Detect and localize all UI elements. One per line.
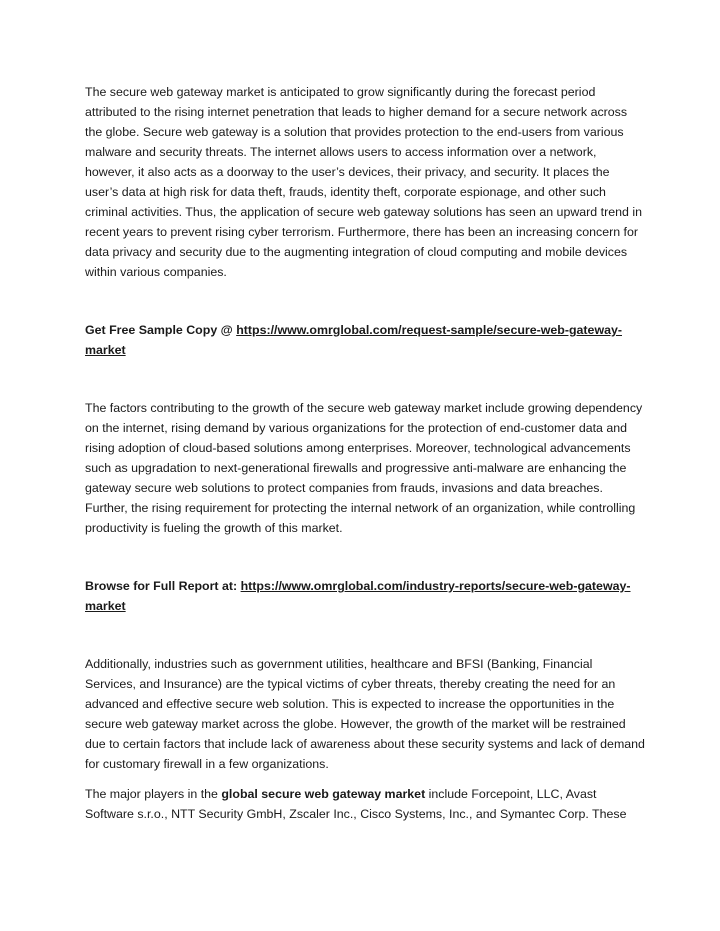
- industries-paragraph: Additionally, industries such as government utilities, healthcare and BFSI (Banking, Financial Services, and Insurance) are the typical victims of cyber threats, thereby creating the need for an advanced and effective secure web solution. This is expected to increase the opportunities in the secure web gateway market across the globe. However, the growth of the market will be restrained due to certain factors that include lack of awareness about these security systems and lack of demand for customary firewall in a few organizations.: [85, 657, 645, 771]
- document-page: [85, 82, 645, 824]
- spacer: [85, 538, 645, 576]
- spacer: [85, 282, 645, 320]
- report-callout-label: Browse for Full Report at:: [85, 579, 241, 593]
- spacer: [85, 360, 645, 398]
- market-name-bold: global secure web gateway market: [221, 787, 426, 801]
- intro-paragraph: The secure web gateway market is anticipated to grow significantly during the forecast period attributed to the rising internet penetration that leads to higher demand for a secure network across the globe. Secure web gateway is a solution that provides protection to the end-users from various malware and security threats. The internet allows users to access information over a network, however, it also acts as a doorway to the user’s devices, their privacy, and security. It places the user’s data at high risk for data theft, frauds, identity theft, corporate espionage, and other such criminal activities. Thus, the application of secure web gateway solutions has seen an upward trend in recent years to prevent rising cyber terrorism. Furthermore, there has been an increasing concern for data privacy and security due to the augmenting integration of cloud computing and mobile devices within various companies.: [85, 85, 642, 279]
- sample-callout: [85, 320, 645, 360]
- sample-copy-link[interactable]: https://www.omrglobal.com/request-sample/secure-web-gateway-market: [85, 323, 622, 357]
- major-players-paragraph: [85, 784, 645, 824]
- spacer: [85, 774, 645, 784]
- growth-factors-paragraph: The factors contributing to the growth of the secure web gateway market include growing dependency on the internet, rising demand by various organizations for the protection of end-customer data and rising adoption of cloud-based solutions among enterprises. Moreover, technological advancements such as upgradation to next-generational firewalls and progressive anti-malware are enhancing the gateway secure web solutions to protect companies from frauds, invasions and data breaches. Further, the rising requirement for protecting the internal network of an organization, while controlling productivity is fueling the growth of this market.: [85, 401, 643, 535]
- full-report-link[interactable]: https://www.omrglobal.com/industry-reports/secure-web-gateway-market: [85, 579, 631, 613]
- spacer: [85, 616, 645, 654]
- major-players-prefix: The major players in the: [85, 787, 222, 801]
- major-players-suffix: include Forcepoint, LLC, Avast Software s.r.o., NTT Security GmbH, Zscaler Inc., Cisco Systems, Inc., and Symantec Corp. These: [85, 787, 627, 821]
- report-callout: [85, 576, 645, 616]
- sample-callout-label: Get Free Sample Copy @: [85, 323, 237, 337]
